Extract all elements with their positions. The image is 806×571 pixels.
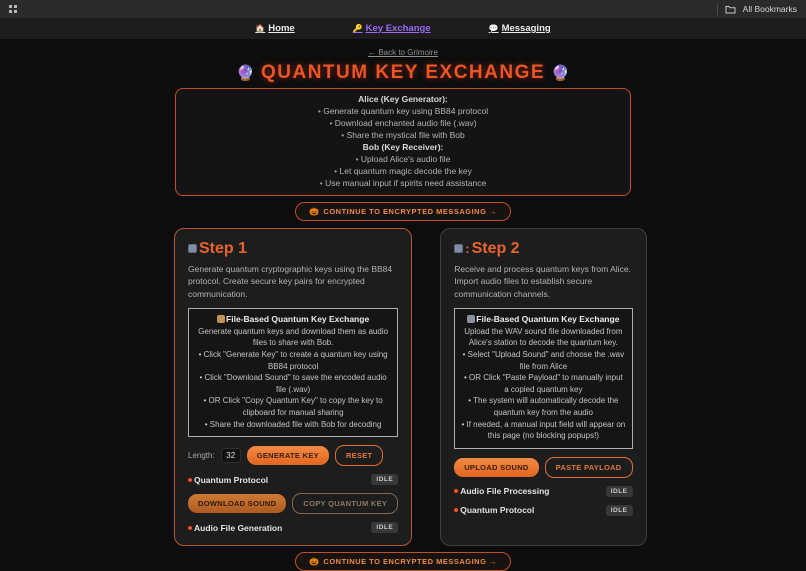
step2-info-bullet: • The system will automatically decode the quantum key from the audio bbox=[461, 395, 625, 418]
step2-title: Step 2 bbox=[471, 239, 520, 257]
step-glyph-icon bbox=[188, 244, 197, 253]
step1-info-title: File-Based Quantum Key Exchange bbox=[226, 313, 370, 324]
step1-info-bullet: • Click "Generate Key" to create a quantum key using BB84 protocol bbox=[195, 349, 391, 372]
instruction-item: • Download enchanted audio file (.wav) bbox=[184, 117, 622, 129]
audio-file-processing-status-row bbox=[454, 486, 632, 497]
length-label: Length: bbox=[188, 451, 215, 461]
radio-icon bbox=[217, 315, 225, 323]
instructions-box bbox=[175, 88, 631, 196]
alice-section-title: Alice (Key Generator): bbox=[358, 94, 448, 104]
status-dot-icon bbox=[188, 526, 192, 530]
step2-info-bullet: • If needed, a manual input field will appear on this page (no blocking popups!) bbox=[461, 419, 625, 442]
status-dot-icon bbox=[454, 508, 458, 512]
reset-button[interactable]: RESET bbox=[335, 445, 384, 466]
status-dot-icon bbox=[188, 478, 192, 482]
folder-icon bbox=[725, 5, 736, 14]
instruction-item: • Let quantum magic decode the key bbox=[184, 165, 622, 177]
status-badge: IDLE bbox=[371, 474, 398, 485]
mixer-icon bbox=[467, 315, 475, 323]
key-icon: 🔑 bbox=[352, 24, 363, 33]
page-title-row bbox=[0, 62, 806, 84]
bookmarks-bar bbox=[0, 0, 806, 18]
step1-info-bullet: • Share the downloaded file with Bob for decoding bbox=[195, 419, 391, 431]
copy-quantum-key-button[interactable]: COPY QUANTUM KEY bbox=[292, 493, 398, 514]
step2-description: Receive and process quantum keys from Alice. Import audio files to establish secure communication channels. bbox=[454, 263, 631, 299]
step1-info-bullet: • Click "Download Sound" to save the encoded audio file (.wav) bbox=[195, 372, 391, 395]
instruction-item: • Upload Alice's audio file bbox=[184, 153, 622, 165]
instruction-item: • Generate quantum key using BB84 protocol bbox=[184, 105, 622, 117]
step2-info-box bbox=[454, 308, 632, 449]
paste-payload-button[interactable]: PASTE PAYLOAD bbox=[545, 457, 633, 478]
nav-link-key-exchange[interactable] bbox=[353, 23, 431, 34]
divider bbox=[717, 4, 718, 15]
nav-link-messaging[interactable] bbox=[489, 23, 551, 34]
step1-info-intro: Generate quantum keys and download them as audio files to share with Bob. bbox=[198, 326, 389, 348]
continue-button-label: CONTINUE TO ENCRYPTED MESSAGING → bbox=[323, 557, 498, 567]
pumpkin-icon: 🎃 bbox=[308, 557, 320, 567]
step-glyph-icon bbox=[454, 244, 463, 253]
page-title: QUANTUM KEY EXCHANGE bbox=[260, 62, 546, 83]
generate-key-button[interactable]: GENERATE KEY bbox=[247, 446, 329, 465]
instruction-item: • Use manual input if spirits need assistance bbox=[184, 177, 622, 189]
status-badge: IDLE bbox=[371, 522, 398, 533]
step2-heading bbox=[454, 240, 632, 258]
instruction-item: • Share the mystical file with Bob bbox=[184, 129, 622, 141]
step2-info-title: File-Based Quantum Key Exchange bbox=[476, 313, 620, 324]
status-badge: IDLE bbox=[606, 486, 633, 497]
apps-grid-icon[interactable] bbox=[9, 5, 17, 13]
site-nav bbox=[0, 18, 806, 39]
step1-heading bbox=[188, 240, 398, 258]
continue-to-messaging-button-bottom[interactable] bbox=[295, 552, 511, 571]
step2-info-bullet: • OR Click "Paste Payload" to manually input a copied quantum key bbox=[461, 372, 625, 395]
bob-section-title: Bob (Key Receiver): bbox=[362, 142, 444, 153]
audio-file-generation-status-row bbox=[188, 522, 398, 533]
crystal-ball-icon: 🔮 bbox=[551, 65, 570, 82]
speech-bubble-icon: 💬 bbox=[488, 24, 499, 33]
step1-info-box bbox=[188, 308, 398, 437]
upload-sound-button[interactable]: UPLOAD SOUND bbox=[454, 458, 538, 477]
step2-panel bbox=[440, 228, 646, 547]
pumpkin-icon: 🎃 bbox=[308, 206, 320, 216]
status-label: Audio File Generation bbox=[194, 522, 283, 533]
status-badge: IDLE bbox=[606, 505, 633, 516]
continue-button-label: CONTINUE TO ENCRYPTED MESSAGING → bbox=[323, 206, 498, 216]
step1-info-title-row bbox=[195, 314, 391, 324]
length-input[interactable] bbox=[221, 448, 241, 463]
quantum-protocol-status-row bbox=[188, 474, 398, 485]
status-label: Quantum Protocol bbox=[194, 474, 269, 485]
step1-info-bullet: • OR Click "Copy Quantum Key" to copy the key to clipboard for manual sharing bbox=[195, 395, 391, 418]
step-panels bbox=[174, 228, 632, 547]
step1-description: Generate quantum cryptographic keys using the BB84 protocol. Create secure key pairs for encrypted communication. bbox=[188, 263, 393, 299]
back-to-grimoire-link[interactable]: ← Back to Grimoire bbox=[368, 48, 438, 57]
continue-to-messaging-button-top[interactable] bbox=[295, 202, 511, 221]
step2-glyph-suffix: : bbox=[465, 241, 470, 256]
crystal-ball-icon: 🔮 bbox=[236, 65, 255, 82]
status-label: Audio File Processing bbox=[460, 486, 550, 497]
step1-title: Step 1 bbox=[199, 239, 248, 257]
nav-messaging-label: Messaging bbox=[501, 23, 551, 34]
home-icon: 🏠 bbox=[255, 24, 266, 33]
step1-panel bbox=[174, 228, 412, 547]
nav-key-exchange-label: Key Exchange bbox=[365, 23, 431, 34]
status-label: Quantum Protocol bbox=[460, 505, 535, 516]
quantum-protocol-status-row bbox=[454, 505, 632, 516]
nav-link-home[interactable] bbox=[255, 23, 294, 34]
step2-info-title-row bbox=[461, 314, 625, 324]
nav-home-label: Home bbox=[268, 23, 295, 34]
step2-info-bullet: • Select "Upload Sound" and choose the .wav file from Alice bbox=[461, 349, 625, 372]
status-dot-icon bbox=[454, 489, 458, 493]
all-bookmarks-label[interactable]: All Bookmarks bbox=[742, 4, 797, 14]
step2-info-intro: Upload the WAV sound file downloaded from Alice's station to decode the quantum key. bbox=[464, 326, 623, 348]
download-sound-button[interactable]: DOWNLOAD SOUND bbox=[188, 494, 286, 513]
